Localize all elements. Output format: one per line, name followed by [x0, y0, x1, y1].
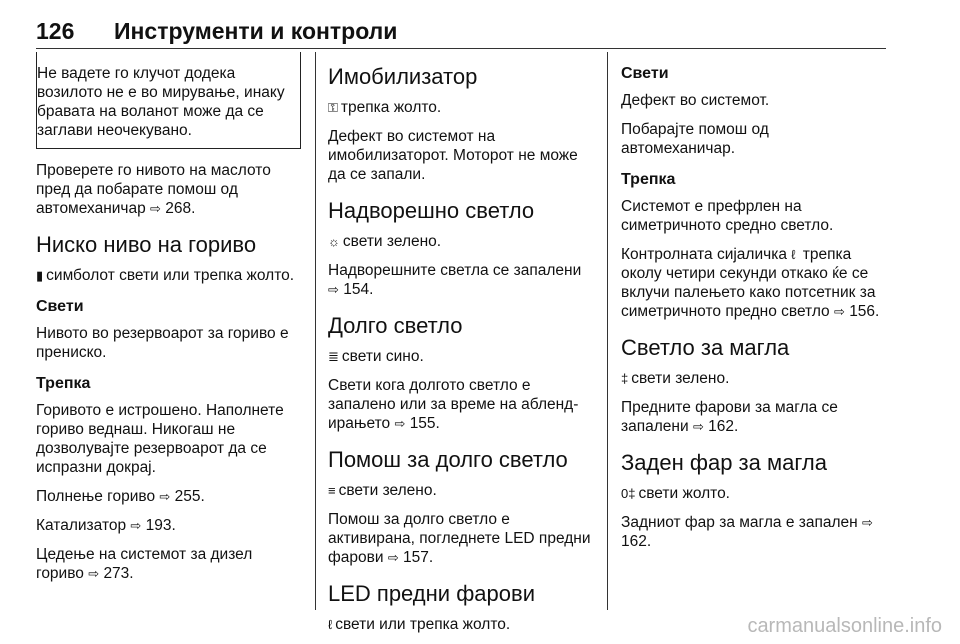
column-1: [36, 52, 301, 593]
fog-sub: ‡ свети зелено.: [621, 370, 730, 387]
heading-lit: Свети: [36, 298, 84, 315]
ref-arrow-icon: ⇨: [328, 282, 339, 297]
high-sub: ≣ свети сино.: [328, 348, 424, 365]
heading-blink: Трепка: [36, 375, 91, 392]
heading-high-beam: Долго светло: [328, 313, 463, 338]
rear-fog-icon: 0‡: [621, 486, 636, 501]
high-beam-icon: ≣: [328, 349, 339, 364]
blink-desc-2: Контролната сијаличка ℓ трепка околу четири секунди откако ќе се вклучи палењето како потсетник за симетричното предно светло ⇨ 156.: [621, 246, 880, 320]
blink-desc: Горивото е истрошено. Наполнете гориво веднаш. Никогаш не дозволувајте резервоарот да се испразни докрај.: [36, 402, 284, 476]
note-text: Не вадете го клучот додека возилото не е во мирување, инаку бравата на воланот може да се заглави неочекувано.: [37, 65, 285, 139]
refuel-link[interactable]: Полнење гориво ⇨ 255.: [36, 488, 205, 505]
page-number: 126: [36, 18, 75, 44]
lit-desc: Нивото во резервоарот за гориво е прениско.: [36, 325, 289, 361]
ref-arrow-icon: ⇨: [130, 518, 142, 533]
high-desc: Свети кога долгото светло е запалено или за време на аблендирањето ⇨ 155.: [328, 377, 579, 432]
high-beam-assist-icon: ≡: [328, 483, 336, 498]
led-icon: ℓ: [328, 617, 333, 632]
exterior-sub: ☼ свети зелено.: [328, 233, 442, 250]
diesel-link[interactable]: Цедење на системот за дизел гориво ⇨ 273.: [36, 546, 253, 582]
lit-desc-1: Дефект во системот.: [621, 92, 770, 109]
ref-arrow-icon: ⇨: [150, 201, 161, 216]
heading-lit: Свети: [621, 65, 669, 82]
ref-arrow-icon: ⇨: [833, 304, 845, 319]
low-fuel-desc: ▮ симболот свети или трепка жолто.: [36, 267, 295, 284]
exterior-light-icon: ☼: [328, 234, 340, 249]
catalyst-link[interactable]: Катализатор ⇨ 193.: [36, 517, 176, 534]
ref-arrow-icon: ⇨: [88, 566, 100, 581]
heading-fog-light: Светло за магла: [621, 335, 790, 360]
immob-sub: ⚿ трепка жолто.: [328, 99, 442, 116]
ref-arrow-icon: ⇨: [387, 550, 399, 565]
column-divider: [607, 52, 608, 610]
heading-immobiliser: Имобилизатор: [328, 64, 478, 89]
column-2: [328, 52, 593, 644]
heading-low-fuel: Ниско ниво на гориво: [36, 232, 257, 257]
watermark: carmanualsonline.info: [747, 615, 942, 637]
heading-rear-fog: Заден фар за магла: [621, 450, 827, 475]
immobiliser-icon: ⚿: [328, 100, 338, 115]
assist-desc: Помош за долго светло е активирана, погледнете LED предни фарови ⇨ 157.: [328, 511, 591, 566]
led-icon: ℓ: [791, 247, 796, 262]
blink-desc-1: Системот е префрлен на симетричното средно светло.: [621, 198, 834, 234]
fog-desc: Предните фарови за магла се запалени ⇨ 162.: [621, 399, 838, 435]
heading-led-headlights: LED предни фарови: [328, 581, 535, 606]
column-3: [621, 52, 886, 561]
page-title: Инструменти и контроли: [114, 18, 398, 44]
heading-blink: Трепка: [621, 171, 676, 188]
oil-check-text: Проверете го нивото на маслото пред да побарате помош од автомеханичар ⇨ 268.: [36, 162, 271, 217]
ref-arrow-icon: ⇨: [862, 515, 873, 530]
rear-fog-sub: 0‡ свети жолто.: [621, 485, 730, 502]
exterior-desc: Надворешните светла се запалени ⇨ 154.: [328, 262, 582, 298]
heading-high-beam-assist: Помош за долго светло: [328, 447, 568, 472]
fuel-icon: ▮: [36, 268, 44, 283]
immob-desc: Дефект во системот на имобилизаторот. Моторот не може да се запали.: [328, 128, 578, 183]
warning-note: [36, 52, 301, 149]
heading-exterior-light: Надворешно светло: [328, 198, 535, 223]
page-header: [36, 18, 886, 49]
rear-fog-desc: Задниот фар за магла е запален ⇨ 162.: [621, 514, 873, 550]
ref-arrow-icon: ⇨: [159, 489, 171, 504]
ref-arrow-icon: ⇨: [394, 416, 406, 431]
led-sub: ℓ свети или трепка жолто.: [328, 616, 511, 633]
ref-arrow-icon: ⇨: [692, 419, 704, 434]
fog-light-icon: ‡: [621, 371, 629, 386]
column-divider: [315, 52, 316, 610]
assist-sub: ≡ свети зелено.: [328, 482, 437, 499]
lit-desc-2: Побарајте помош од автомеханичар.: [621, 121, 769, 157]
